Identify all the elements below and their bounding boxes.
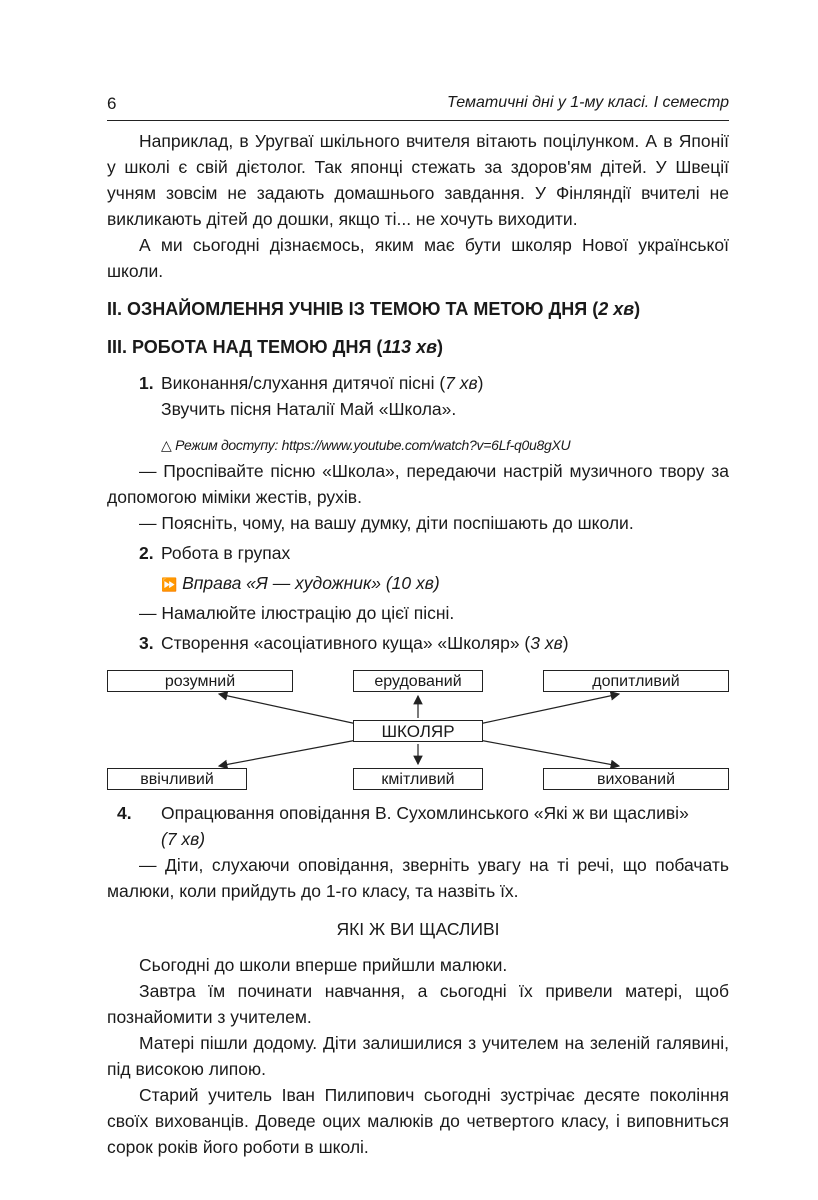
section-2-close: ) bbox=[634, 299, 641, 319]
item-2-text: Робота в групах bbox=[161, 543, 291, 563]
item-4-number: 4. bbox=[117, 803, 132, 823]
intro-paragraph-1: Наприклад, в Уругваї шкільного вчителя вітають поцілунком. А в Японії у школі є свій дієтолог. Так японці стежать за здоров'ям дітей. У Швеції учням зовсім не задають домашнього завдання. У Фінляндії вчителі не викликають дітей до дошки, якщо ті... не хочуть виходити. bbox=[107, 131, 729, 229]
item-1-close: ) bbox=[477, 373, 484, 393]
box-bottom-right: вихований bbox=[543, 768, 729, 790]
section-3-close: ) bbox=[436, 337, 443, 357]
intro-paragraph-2: А ми сьогодні дізнаємось, яким має бути школяр Нової української школи. bbox=[107, 235, 729, 281]
item-3-close: ) bbox=[562, 633, 569, 653]
item-1 bbox=[107, 370, 729, 396]
story-paragraph-4: Старий учитель Іван Пилипович сьогодні зустрічає десяте покоління своїх вихованців. Доведе оцих малюків до четвертого класу, і виповниться сорок років його роботи в школі. bbox=[107, 1085, 729, 1157]
arrow-top-right bbox=[479, 694, 619, 724]
box-top-right: допитливий bbox=[543, 670, 729, 692]
access-line bbox=[107, 432, 729, 458]
story-title: ЯКІ Ж ВИ ЩАСЛИВІ bbox=[336, 919, 500, 939]
warning-triangle-icon: △ bbox=[161, 437, 172, 453]
item-3-number: 3. bbox=[139, 633, 154, 653]
item-1-song: Звучить пісня Наталії Май «Школа». bbox=[161, 399, 457, 419]
item-3-text: Створення «асоціативного куща» «Школяр» ( bbox=[161, 633, 531, 653]
item-4 bbox=[107, 800, 729, 826]
page-content bbox=[107, 128, 729, 1160]
section-3-heading bbox=[107, 334, 729, 360]
arrow-top-left bbox=[219, 694, 357, 724]
box-bottom-left: ввічливий bbox=[107, 768, 247, 790]
section-2-title: II. ОЗНАЙОМЛЕННЯ УЧНІВ ІЗ ТЕМОЮ ТА МЕТОЮ ДНЯ ( bbox=[107, 299, 599, 319]
exercise-line bbox=[107, 570, 729, 598]
item-3-time: 3 хв bbox=[530, 633, 563, 653]
box-top-center: ерудований bbox=[353, 670, 483, 692]
story-paragraph-1: Сьогодні до школи вперше прийшли малюки. bbox=[139, 955, 508, 975]
section-3-time: 113 хв bbox=[382, 337, 437, 357]
item-4-time: (7 хв) bbox=[161, 829, 206, 849]
item-1-number: 1. bbox=[139, 373, 154, 393]
item-3 bbox=[107, 630, 729, 656]
arrow-bottom-left bbox=[219, 740, 357, 766]
section-2-time: 2 хв bbox=[598, 299, 635, 319]
item-2-number: 2. bbox=[139, 543, 154, 563]
item-4-question-1: — Діти, слухаючи оповідання, зверніть увагу на ті речі, що побачать малюки, коли прийдуть до 1-го класу, та назвіть їх. bbox=[107, 855, 729, 901]
item-1-text: Виконання/слухання дитячої пісні ( bbox=[161, 373, 446, 393]
item-2-question-1: — Намалюйте ілюстрацію до цієї пісні. bbox=[139, 603, 455, 623]
section-3-title: III. РОБОТА НАД ТЕМОЮ ДНЯ ( bbox=[107, 337, 383, 357]
page-header bbox=[107, 92, 729, 121]
exercise-title: Вправа «Я — художник» (10 хв) bbox=[182, 573, 440, 593]
story-paragraph-3: Матері пішли додому. Діти залишилися з учителем на зеленій галявині, під високою липою. bbox=[107, 1033, 729, 1079]
story-paragraph-2: Завтра їм починати навчання, а сьогодні їх привели матері, щоб познайомити з учителем. bbox=[107, 981, 729, 1027]
arrow-bottom-right bbox=[479, 740, 619, 766]
section-2-heading bbox=[107, 296, 729, 322]
item-1-question-2: — Поясніть, чому, на вашу думку, діти поспішають до школи. bbox=[139, 513, 634, 533]
running-title: Тематичні дні у 1-му класі. І семестр bbox=[447, 94, 729, 111]
box-bottom-center: кмітливий bbox=[353, 768, 483, 790]
box-center: ШКОЛЯР bbox=[353, 720, 483, 742]
page-number: 6 bbox=[107, 94, 117, 113]
access-link: Режим доступу: https://www.youtube.com/watch?v=6Lf-q0u8gXU bbox=[175, 437, 571, 453]
item-4-text: Опрацювання оповідання В. Сухомлинського «Які ж ви щасливі» bbox=[161, 803, 689, 823]
double-arrow-icon: ⏩ bbox=[161, 577, 178, 592]
item-1-question-1: — Проспівайте пісню «Школа», передаючи настрій музичного твору за допомогою міміки жестів, рухів. bbox=[107, 461, 729, 507]
item-1-time: 7 хв bbox=[445, 373, 478, 393]
association-diagram bbox=[107, 666, 729, 794]
box-top-left: розумний bbox=[107, 670, 293, 692]
item-2 bbox=[107, 540, 729, 566]
